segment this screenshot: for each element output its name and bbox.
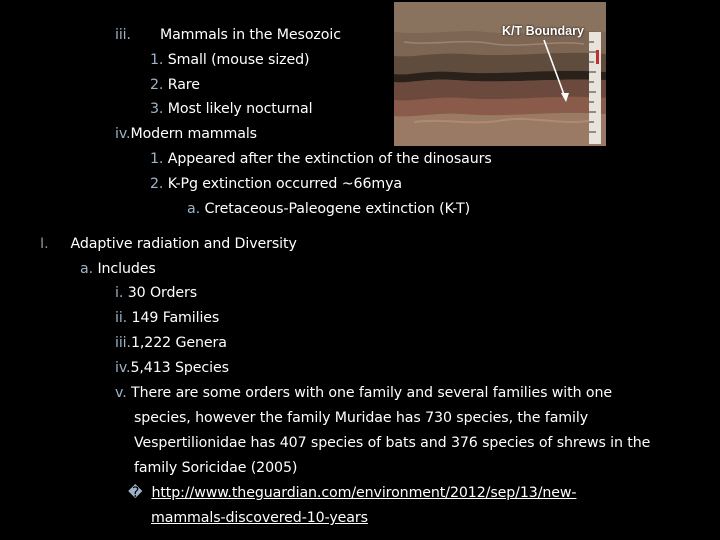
list-item [115, 284, 197, 302]
outline-marker: I. [40, 236, 49, 252]
list-item [150, 150, 492, 168]
item-text: Most likely nocturnal [167, 101, 313, 117]
outline-marker: iv. [115, 360, 131, 376]
item-text: Rare [167, 77, 200, 93]
article-link-continued[interactable]: mammals-discovered-10-years [151, 510, 368, 526]
list-item [150, 175, 402, 193]
item-text: 149 Families [131, 310, 220, 326]
item-text: Appeared after the extinction of the dinosaurs [167, 151, 492, 167]
list-item [115, 334, 227, 352]
item-text: K-Pg extinction occurred ~66mya [167, 176, 402, 192]
heading-text: Mammals in the Mesozoic [159, 27, 341, 43]
outline-marker: 2. [150, 77, 164, 93]
item-text: 1,222 Genera [130, 335, 227, 351]
outline-marker: a. [187, 201, 201, 217]
heading-text: Adaptive radiation and Diversity [70, 236, 297, 252]
mesozoic-heading [115, 26, 341, 44]
outline-marker: iii. [115, 27, 131, 43]
item-text: Includes [97, 261, 156, 277]
outline-marker: 1. [150, 151, 164, 167]
continuation-line: species, however the family Muridae has 730 species, the family [134, 410, 588, 426]
article-link-row [128, 484, 576, 502]
continuation-line: Vespertilionidae has 407 species of bats and 376 species of shrews in the [134, 435, 651, 451]
article-link-row [151, 509, 368, 527]
item-text: 5,413 Species [130, 360, 229, 376]
outline-marker: 2. [150, 176, 164, 192]
adaptive-heading [40, 235, 297, 253]
list-item [115, 384, 612, 402]
heading-text: Modern mammals [130, 126, 257, 142]
bullet-icon: � [128, 485, 143, 501]
list-item [187, 200, 470, 218]
list-item [150, 51, 310, 69]
item-text: There are some orders with one family and several families with one [131, 385, 613, 401]
outline-marker: iv. [115, 126, 131, 142]
outline-marker: i. [115, 285, 124, 301]
outline-marker: v. [115, 385, 127, 401]
continuation-line: family Soricidae (2005) [134, 460, 298, 476]
article-link[interactable]: http://www.theguardian.com/environment/2012/sep/13/new- [151, 485, 577, 501]
outline-marker: iii. [115, 335, 131, 351]
list-item [150, 76, 200, 94]
list-item [150, 100, 312, 118]
list-item [115, 359, 229, 377]
modern-heading [115, 125, 257, 143]
outline-marker: ii. [115, 310, 128, 326]
outline-marker: 1. [150, 52, 164, 68]
item-text: 30 Orders [127, 285, 198, 301]
list-item [80, 260, 156, 278]
list-item [115, 309, 219, 327]
photo-label: K/T Boundary [502, 24, 584, 38]
outline-marker: a. [80, 261, 94, 277]
item-text: Cretaceous-Paleogene extinction (K-T) [204, 201, 471, 217]
item-text: Small (mouse sized) [167, 52, 310, 68]
outline-marker: 3. [150, 101, 164, 117]
kt-boundary-photo [394, 2, 606, 146]
